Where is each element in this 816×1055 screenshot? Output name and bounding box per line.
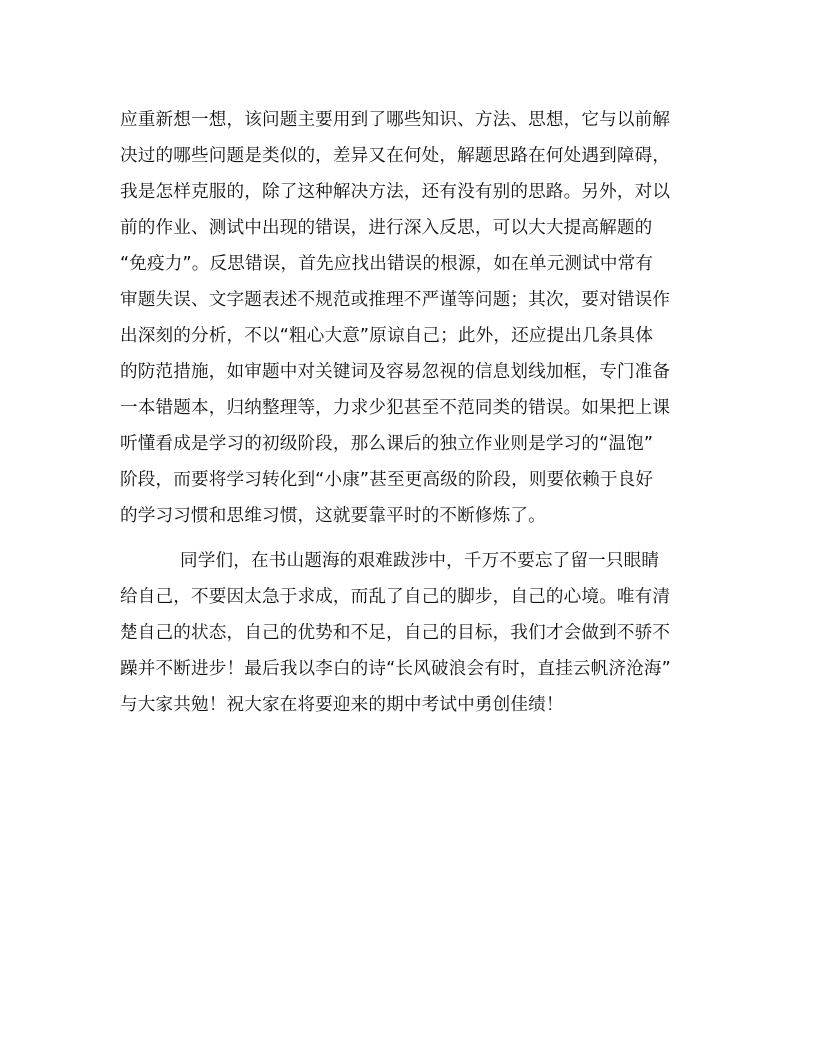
paragraph-gap <box>120 534 720 543</box>
paragraph-line: 给自己，不要因太急于求成，而乱了自己的脚步，自己的心境。唯有清 <box>120 587 671 607</box>
paragraph-line: 应重新想一想，该问题主要用到了哪些知识、方法、思想，它与以前解 <box>120 110 671 130</box>
paragraph-line: 听懂看成是学习的初级阶段，那么课后的独立作业则是学习的“温饱” <box>120 434 654 454</box>
paragraph-line: 阶段，而要将学习转化到“小康”甚至更高级的阶段，则要依赖于良好 <box>120 470 654 490</box>
paragraph-line: 前的作业、测试中出现的错误，进行深入反思，可以大大提高解题的 <box>120 218 653 238</box>
paragraph-line: 躁并不断进步！最后我以李白的诗“长风破浪会有时，直挂云帆济沧海” <box>120 659 671 679</box>
paragraph-line: 出深刻的分析，不以“粗心大意”原谅自己；此外，还应提出几条具体 <box>120 326 654 346</box>
paragraph-line: 的学习习惯和思维习惯，这就要靠平时的不断修炼了。 <box>120 506 546 526</box>
paragraph-line: 审题失误、文字题表述不规范或推理不严谨等问题；其次，要对错误作 <box>120 290 671 310</box>
paragraph-line: 与大家共勉！祝大家在将要迎来的期中考试中勇创佳绩！ <box>120 695 564 715</box>
paragraph-line: 同学们，在书山题海的艰难跋涉中，千万不要忘了留一只眼睛 <box>180 551 660 571</box>
paragraph-line: 我是怎样克服的，除了这种解决方法，还有没有别的思路。另外，对以 <box>120 182 671 202</box>
paragraph-line: 的防范措施，如审题中对关键词及容易忽视的信息划线加框，专门准备 <box>120 362 671 382</box>
paragraph-line: 楚自己的状态，自己的优势和不足，自己的目标，我们才会做到不骄不 <box>120 623 671 643</box>
paragraph-line: “免疫力”。反思错误，首先应找出错误的根源，如在单元测试中常有 <box>120 254 654 274</box>
document-body <box>120 102 720 723</box>
paragraph-1 <box>120 102 720 534</box>
paragraph-line: 决过的哪些问题是类似的，差异又在何处，解题思路在何处遇到障碍， <box>120 146 671 166</box>
paragraph-line: 一本错题本，归纳整理等，力求少犯甚至不范同类的错误。如果把上课 <box>120 398 671 418</box>
paragraph-2 <box>120 543 720 723</box>
